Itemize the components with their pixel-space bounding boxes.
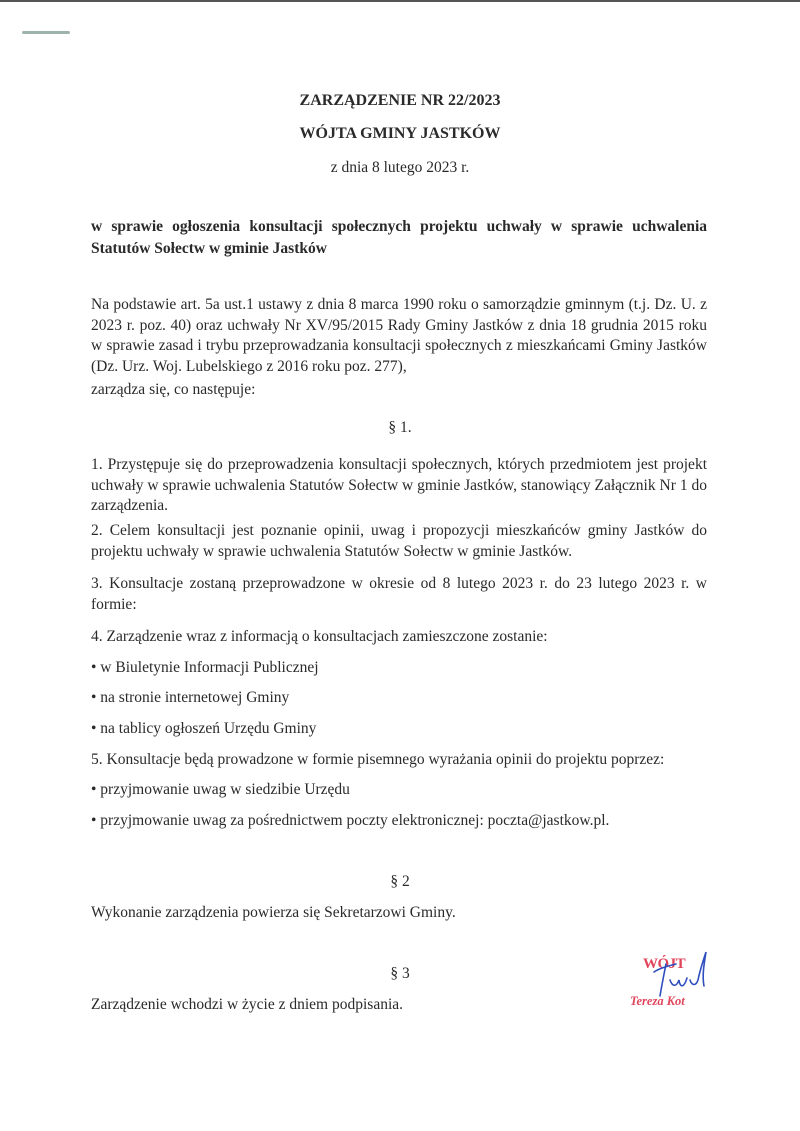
bullet-item: • przyjmowanie uwag za pośrednictwem poczty elektronicznej: poczta@jastkow.pl. bbox=[91, 812, 610, 829]
document-title: ZARZĄDZENIE NR 22/2023 bbox=[299, 92, 501, 109]
section-1-heading: § 1. bbox=[388, 419, 412, 436]
document-date: z dnia 8 lutego 2023 r. bbox=[330, 159, 470, 176]
scan-edge bbox=[0, 0, 800, 2]
signature-stamp bbox=[616, 950, 716, 1016]
bullet-item: • na tablicy ogłoszeń Urzędu Gminy bbox=[91, 720, 317, 737]
document-subject: w sprawie ogłoszenia konsultacji społecznych projektu uchwały w sprawie uchwalenia Statutów Sołectw w gminie Jastków bbox=[91, 218, 707, 257]
section-3-heading: § 3 bbox=[390, 965, 410, 982]
bullet-item: • w Biuletynie Informacji Publicznej bbox=[91, 659, 319, 676]
handwritten-signature bbox=[646, 950, 716, 1000]
section-3-text: Zarządzenie wchodzi w życie z dniem podpisania. bbox=[91, 996, 404, 1013]
section-1-item: 5. Konsultacje będą prowadzone w formie pisemnego wyrażania opinii do projektu poprzez: bbox=[91, 751, 665, 768]
section-2-heading: § 2 bbox=[390, 873, 410, 890]
stamp-name: Tereza Kot bbox=[630, 994, 685, 1008]
scan-mark bbox=[22, 31, 70, 34]
decree-phrase: zarządza się, co następuje: bbox=[91, 381, 256, 398]
bullet-item: • przyjmowanie uwag w siedzibie Urzędu bbox=[91, 781, 350, 798]
document-issuer: WÓJTA GMINY JASTKÓW bbox=[299, 125, 501, 142]
section-1-item: 4. Zarządzenie wraz z informacją o konsultacjach zamieszczone zostanie: bbox=[91, 628, 548, 645]
section-1-item: 2. Celem konsultacji jest poznanie opinii, uwag i propozycji mieszkańców gminy Jastków do projektu uchwały w sprawie uchwalenia Statutów Sołectw w gminie Jastków. bbox=[91, 522, 707, 560]
section-1-item: 1. Przystępuje się do przeprowadzenia konsultacji społecznych, których przedmiotem jest projekt uchwały w sprawie uchwalenia Statutów Sołectw w gminie Jastków, stanowiący Załącznik Nr 1 do zarządzenia. bbox=[91, 456, 707, 514]
section-2-text: Wykonanie zarządzenia powierza się Sekretarzowi Gminy. bbox=[91, 904, 456, 921]
section-1-item: 3. Konsultacje zostaną przeprowadzone w okresie od 8 lutego 2023 r. do 23 lutego 2023 r. w formie: bbox=[91, 575, 707, 613]
preamble: Na podstawie art. 5a ust.1 ustawy z dnia 8 marca 1990 roku o samorządzie gminnym (t.j. Dz. U. z 2023 r. poz. 40) oraz uchwały Nr XV/95/2015 Rady Gminy Jastków z dnia 18 grudnia 2015 roku w sprawie zasad i trybu przeprowadzania konsultacji społecznych z mieszkańcami Gminy Jastków (Dz. Urz. Woj. Lubelskiego z 2016 roku poz. 277), bbox=[91, 296, 707, 375]
bullet-item: • na stronie internetowej Gminy bbox=[91, 689, 290, 706]
stamp-title: WÓJT bbox=[643, 956, 686, 972]
